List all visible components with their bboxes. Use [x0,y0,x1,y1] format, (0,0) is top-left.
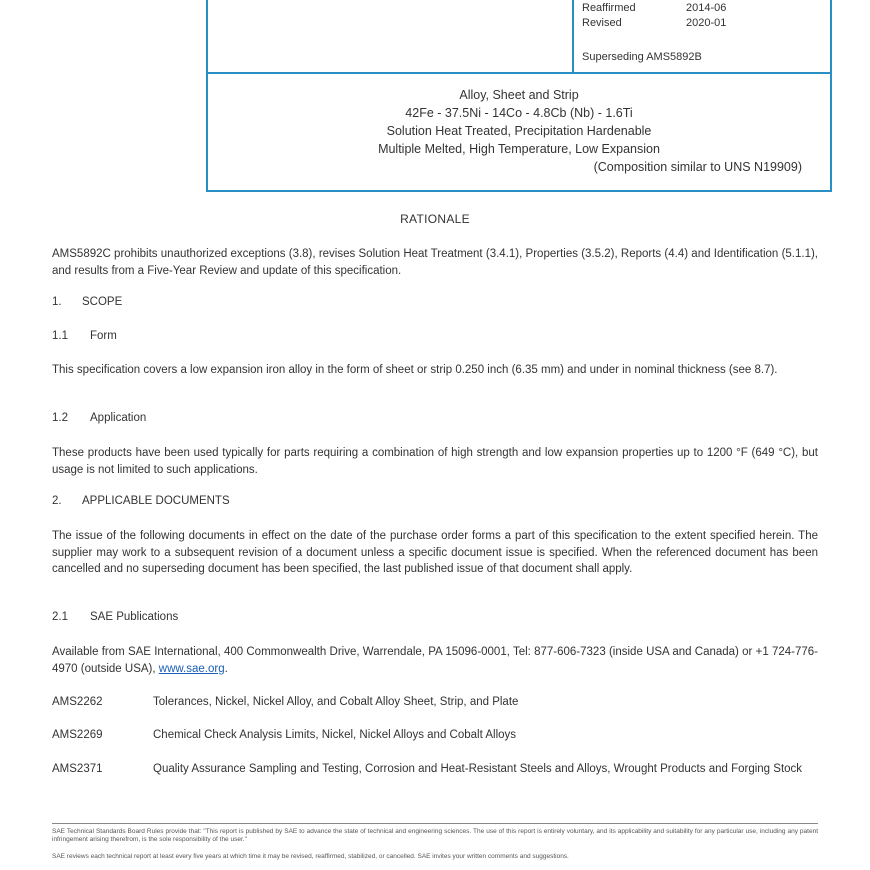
section-scope-heading: 1. SCOPE [52,296,123,308]
title-line: Alloy, Sheet and Strip [459,88,579,102]
title-line: 42Fe - 37.5Ni - 14Co - 4.8Cb (Nb) - 1.6Ti [405,106,633,120]
document-description: Tolerances, Nickel, Nickel Alloy, and Cobalt Alloy Sheet, Strip, and Plate [153,696,519,708]
document-description: Chemical Check Analysis Limits, Nickel, Nickel Alloys and Cobalt Alloys [153,729,517,741]
rationale-heading: RATIONALE [400,212,470,226]
meta-revised: Revised 2020-01 [582,17,727,29]
spec-header-box [206,0,832,192]
section-application-heading: 1.2 Application [52,412,147,424]
document-code: AMS2269 [52,729,103,741]
form-text: This specification covers a low expansion iron alloy in the form of sheet or strip 0.250 inch (6.35 mm) and under in nominal thickness (see 8.7). [52,364,778,376]
section-form-heading: 1.1 Form [52,330,117,342]
rationale-text: AMS5892C prohibits unauthorized exceptions (3.8), revises Solution Heat Treatment (3.4.1), Properties (3.5.2), Reports (4.4) and Identification (5.1.1), and results from a Five-Year Review and update of this specification. [52,248,818,277]
document-code: AMS2371 [52,763,103,775]
header-divider [572,0,574,72]
applicable-documents-text: The issue of the following documents in effect on the date of the purchase order forms a part of this specification to the extent specified herein. The supplier may work to a subsequent revision of a document unless a specific document issue is specified. When the referenced document has been cancelled and no superseding document has been specified, the last published issue of that document shall apply. [52,530,818,575]
footer-rules-text: SAE Technical Standards Board Rules provide that: "This report is published by SAE to advance the state of technical and engineering sciences. The use of this report is entirely voluntary, and its applicability and suitability for any particular use, including any patent infringement arising therefrom, is the sole responsibility of the user." [52,828,818,843]
spec-title [208,86,830,176]
section-applicable-documents-heading: 2. APPLICABLE DOCUMENTS [52,495,230,507]
section-sae-publications-heading: 2.1 SAE Publications [52,611,179,623]
header-top-section [208,0,830,74]
title-line: Multiple Melted, High Temperature, Low Expansion [378,142,660,156]
title-line: Solution Heat Treated, Precipitation Hardenable [386,124,652,138]
footer-review-text: SAE reviews each technical report at least every five years at which time it may be revised, reaffirmed, stabilized, or cancelled. SAE invites your written comments and suggestions. [52,853,569,860]
composition-note: (Composition similar to UNS N19909) [593,160,802,174]
document-code: AMS2262 [52,696,103,708]
sae-website-link[interactable]: www.sae.org [158,662,225,675]
footer-divider [52,823,818,824]
sae-publications-text: Available from SAE International, 400 Commonwealth Drive, Warrendale, PA 15096-0001, Tel: 877-606-7323 (inside USA and Canada) or +1 724-776-4970 (outside USA), www.sae.org. [52,646,818,675]
application-text: These products have been used typically for parts requiring a combination of high strength and low expansion properties up to 1200 °F (649 °C), but usage is not limited to such applications. [52,447,818,476]
meta-reaffirmed: Reaffirmed 2014-06 [582,2,727,14]
meta-superseding: Superseding AMS5892B [582,51,702,63]
document-description: Quality Assurance Sampling and Testing, Corrosion and Heat-Resistant Steels and Alloys, Wrought Products and Forging Stock [153,763,803,775]
